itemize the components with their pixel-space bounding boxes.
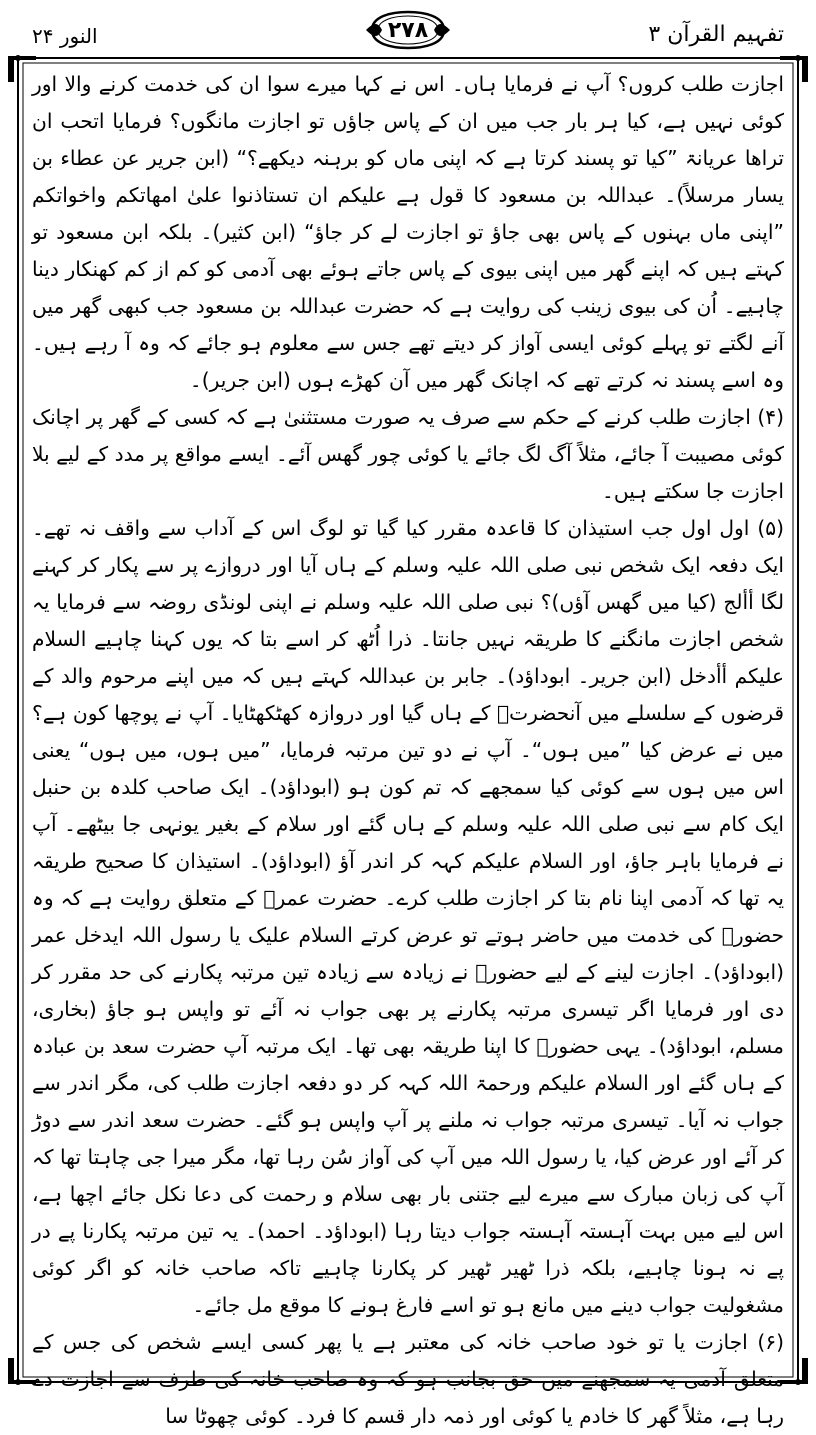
paragraph: اجازت طلب کروں؟ آپ نے فرمایا ہاں۔ اس نے کہا میرے سوا ان کی خدمت کرنے والا اور کوئی نہیں ہے، کیا ہر بار جب میں ان کے پاس جاؤں تو اجازت مانگوں؟ فرمایا اتحب ان تراھا عریانۃ ”کیا تو پسند کرتا ہے کہ اپنی ماں کو برہنہ دیکھے؟“ (ابن جریر عن عطاء بن یسار مرسلاً)۔ عبداللہ بن مسعود کا قول ہے علیکم ان تستاذنوا علیٰ امھاتکم واخواتکم ”اپنی ماں بہنوں کے پاس بھی جاؤ تو اجازت لے کر جاؤ“ (ابن کثیر)۔ بلکہ ابن مسعود تو کہتے ہیں کہ اپنے گھر میں اپنی بیوی کے پاس جاتے ہوئے بھی آدمی کو کم از کم کھنکار دینا چاہیے۔ اُن کی بیوی زینب کی روایت ہے کہ حضرت عبداللہ بن مسعود جب کبھی گھر میں آنے لگتے تو پہلے کوئی ایسی آواز کر دیتے تھے جس سے معلوم ہو جائے کہ وہ آ رہے ہیں۔ وہ اسے پسند نہ کرتے تھے کہ اچانک گھر میں آن کھڑے ہوں (ابن جریر)۔ — [32, 72, 784, 392]
paragraph: (۶) اجازت یا تو خود صاحب خانہ کی معتبر ہے یا پھر کسی ایسے شخص کی جس کے متعلق آدمی یہ سمجھنے میں حق بجانب ہو کہ وہ صاحب خانہ کی طرف سے اجازت دے رہا ہے، مثلاً گھر کا خادم یا کوئی اور ذمہ دار قسم کا فرد۔ کوئی چھوٹا سا — [32, 1330, 784, 1428]
page-number: ۲۷۸ — [387, 17, 429, 43]
page-number-badge — [362, 8, 454, 52]
body-text — [32, 66, 784, 1428]
paragraph: (۵) اول اول جب استیذان کا قاعدہ مقرر کیا گیا تو لوگ اس کے آداب سے واقف نہ تھے۔ ایک دفعہ ایک شخص نبی صلی اللہ علیہ وسلم کے ہاں آیا اور دروازے پر سے پکار کر کہنے لگا أألج (کیا میں گھس آؤں)؟ نبی صلی اللہ علیہ وسلم نے اپنی لونڈی روضہ سے فرمایا یہ شخص اجازت مانگنے کا طریقہ نہیں جانتا۔ ذرا اُٹھ کر اسے بتا کہ یوں کہنا چاہیے السلام علیکم أأدخل (ابن جریر۔ ابوداؤد)۔ جابر بن عبداللہ کہتے ہیں کہ میں اپنے مرحوم والد کے قرضوں کے سلسلے میں آنحضرتؐ کے ہاں گیا اور دروازہ کھٹکھٹایا۔ آپ نے پوچھا کون ہے؟ میں نے عرض کیا ”میں ہوں“۔ آپ نے دو تین مرتبہ فرمایا، ”میں ہوں، میں ہوں“ یعنی اس میں ہوں سے کوئی کیا سمجھے کہ تم کون ہو (ابوداؤد)۔ ایک صاحب کلدہ بن حنبل ایک کام سے نبی صلی اللہ علیہ وسلم کے ہاں گئے اور سلام کے بغیر یونہی جا بیٹھے۔ آپ نے فرمایا باہر جاؤ، اور السلام علیکم کہہ کر اندر آؤ (ابوداؤد)۔ استیذان کا صحیح طریقہ یہ تھا کہ آدمی اپنا نام بتا کر اجازت طلب کرے۔ حضرت عمرؓ کے متعلق روایت ہے کہ وہ حضورؐ کی خدمت میں حاضر ہوتے تو عرض کرتے السلام علیک یا رسول اللہ ایدخل عمر (ابوداؤد)۔ اجازت لینے کے لیے حضورؐ نے زیادہ سے زیادہ تین مرتبہ پکارنے کی حد مقرر کر دی اور فرمایا اگر تیسری مرتبہ پکارنے پر بھی جواب نہ آئے تو واپس ہو جاؤ (بخاری، مسلم، ابوداؤد)۔ یہی حضورؐ کا اپنا طریقہ بھی تھا۔ ایک مرتبہ آپ حضرت سعد بن عبادہ کے ہاں گئے اور السلام علیکم ورحمۃ اللہ کہہ کر دو دفعہ اجازت طلب کی، مگر اندر سے جواب نہ آیا۔ تیسری مرتبہ جواب نہ ملنے پر آپ واپس ہو گئے۔ حضرت سعد اندر سے دوڑ کر آئے اور عرض کیا، یا رسول اللہ میں آپ کی آواز سُن رہا تھا، مگر میرا جی چاہتا تھا کہ آپ کی زبان مبارک سے میرے لیے جتنی بار بھی سلام و رحمت کی دعا نکل جائے اچھا ہے، اس لیے میں بہت آہستہ آہستہ جواب دیتا رہا (ابوداؤد۔ احمد)۔ یہ تین مرتبہ پکارنا پے در پے نہ ہونا چاہیے، بلکہ ذرا ٹھیر ٹھیر کر پکارنا چاہیے تاکہ صاحب خانہ کو اگر کوئی مشغولیت جواب دینے میں مانع ہو تو اسے فارغ ہونے کا موقع مل جائے۔ — [32, 516, 784, 1317]
paragraph: (۴) اجازت طلب کرنے کے حکم سے صرف یہ صورت مستثنیٰ ہے کہ کسی کے گھر پر اچانک کوئی مصیبت آ جائے، مثلاً آگ لگ جائے یا کوئی چور گھس آئے۔ ایسے مواقع پر مدد کے لیے بلا اجازت جا سکتے ہیں۔ — [32, 405, 784, 503]
book-title: تفہیم القرآن ۳ — [648, 22, 784, 47]
surah-reference: النور ۲۴ — [32, 24, 98, 48]
page-header — [24, 8, 792, 54]
